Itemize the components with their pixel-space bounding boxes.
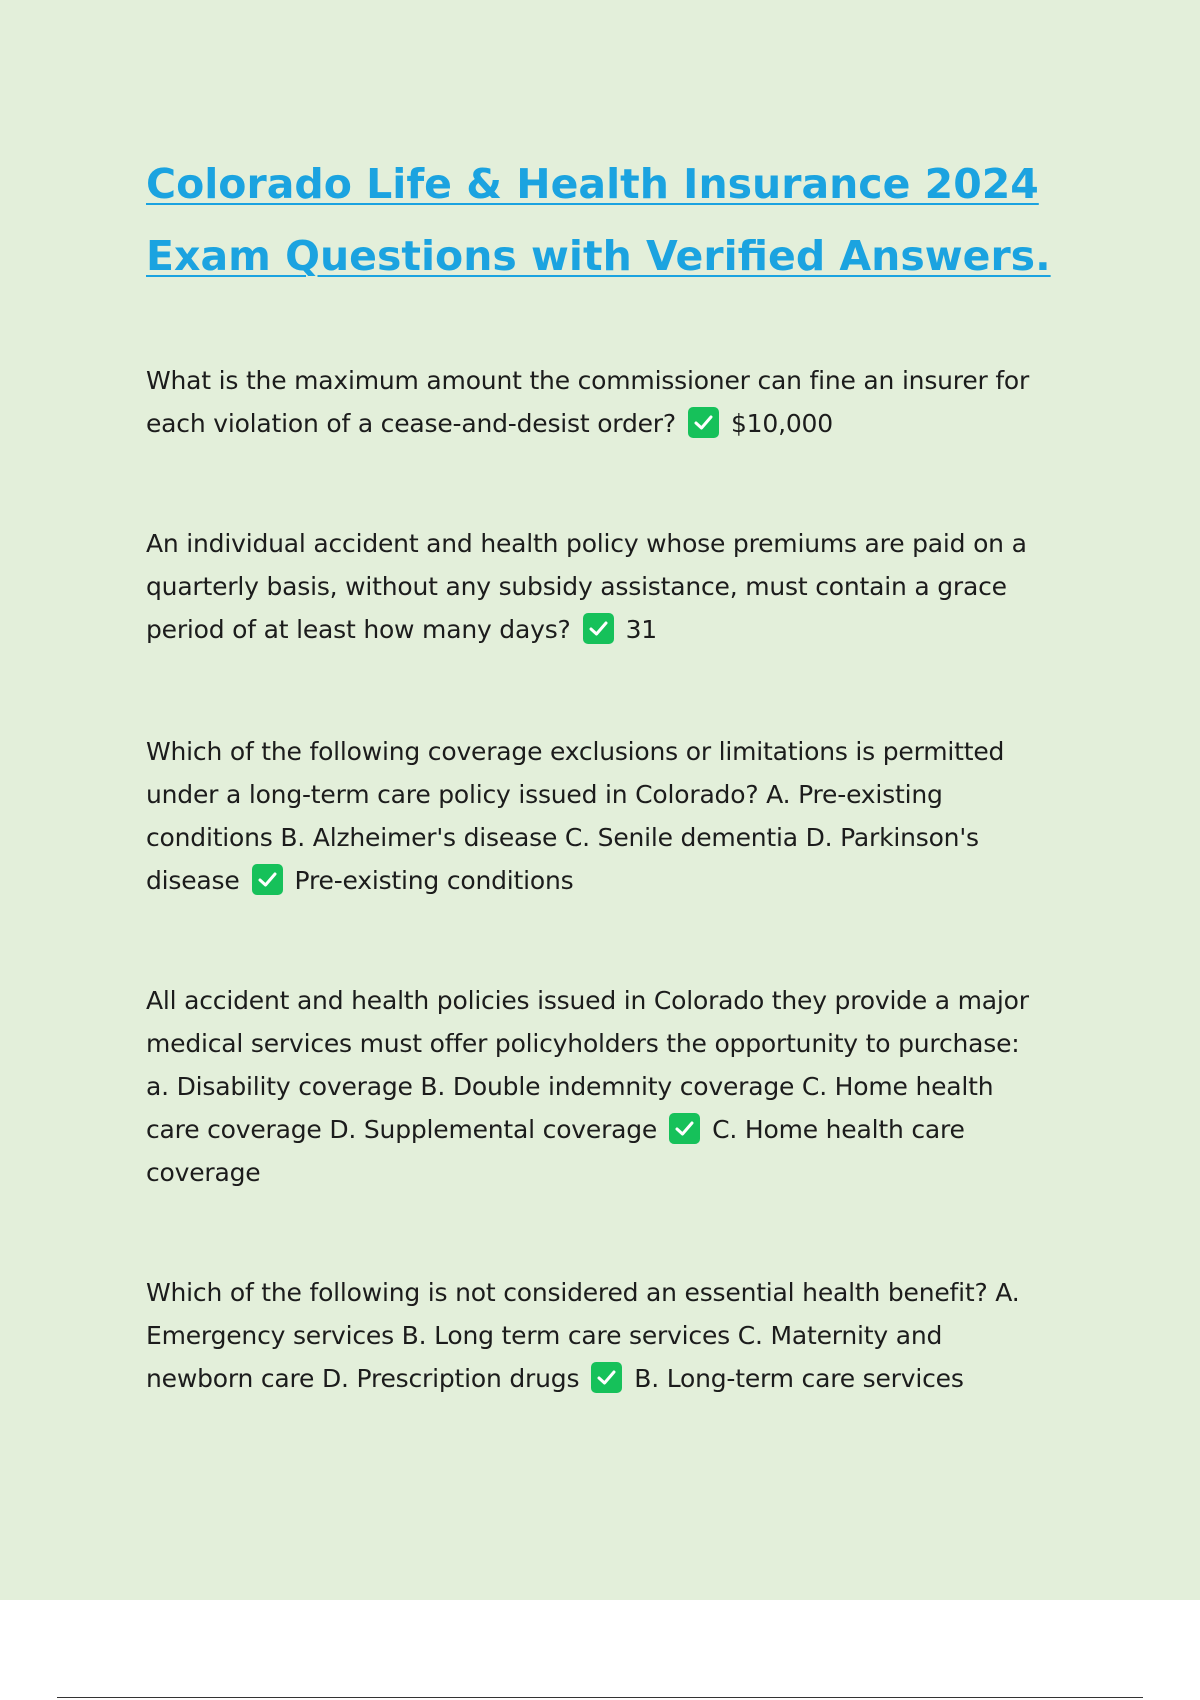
- checkmark-icon: [688, 407, 719, 438]
- title-line-2: Exam Questions with Verified Answers.: [146, 232, 1051, 280]
- question-text-line: newborn care D. Prescription drugs: [146, 1364, 580, 1393]
- question-text-line: medical services must offer policyholders the opportunity to purchase:: [146, 1029, 1020, 1058]
- question-item: [146, 522, 1086, 651]
- title-line-1: Colorado Life & Health Insurance 2024: [146, 160, 1039, 208]
- checkmark-icon: [252, 864, 283, 895]
- question-answer-line: [146, 859, 1086, 902]
- document-title: [146, 148, 1106, 292]
- question-item: [146, 1271, 1086, 1400]
- question-text-line: All accident and health policies issued in Colorado they provide a major: [146, 986, 1029, 1015]
- question-answer-line: [146, 608, 1086, 651]
- question-answer-line: [146, 402, 1086, 445]
- question-item: [146, 359, 1086, 445]
- question-text-line: a. Disability coverage B. Double indemnity coverage C. Home health: [146, 1072, 994, 1101]
- question-text-line: care coverage D. Supplemental coverage: [146, 1115, 658, 1144]
- question-text-line: quarterly basis, without any subsidy assistance, must contain a grace: [146, 572, 1007, 601]
- question-text-line: Emergency services B. Long term care services C. Maternity and: [146, 1321, 943, 1350]
- question-item: [146, 979, 1086, 1194]
- question-text-line: period of at least how many days?: [146, 615, 571, 644]
- question-text-line: What is the maximum amount the commissioner can fine an insurer for: [146, 366, 1030, 395]
- question-text-line: conditions B. Alzheimer's disease C. Senile dementia D. Parkinson's: [146, 823, 979, 852]
- checkmark-icon: [669, 1113, 700, 1144]
- question-text-line: each violation of a cease-and-desist order?: [146, 409, 676, 438]
- question-text-line: An individual accident and health policy whose premiums are paid on a: [146, 529, 1027, 558]
- question-answer-line: [146, 1357, 1086, 1400]
- question-text-line: disease: [146, 866, 240, 895]
- answer-text: Pre-existing conditions: [294, 866, 574, 895]
- answer-text: $10,000: [730, 409, 833, 438]
- question-text-line: Which of the following coverage exclusions or limitations is permitted: [146, 737, 1005, 766]
- checkmark-icon: [583, 613, 614, 644]
- question-answer-line: [146, 1108, 1086, 1151]
- question-text-line: Which of the following is not considered an essential health benefit? A.: [146, 1278, 1020, 1307]
- answer-text: 31: [625, 615, 658, 644]
- answer-text: B. Long-term care services: [634, 1364, 964, 1393]
- question-item: [146, 730, 1086, 902]
- footer-divider: [57, 1697, 1143, 1698]
- answer-text: C. Home health care: [712, 1115, 965, 1144]
- checkmark-icon: [591, 1362, 622, 1393]
- question-text-line: under a long-term care policy issued in Colorado? A. Pre-existing: [146, 780, 943, 809]
- answer-text-continued: coverage: [146, 1158, 261, 1187]
